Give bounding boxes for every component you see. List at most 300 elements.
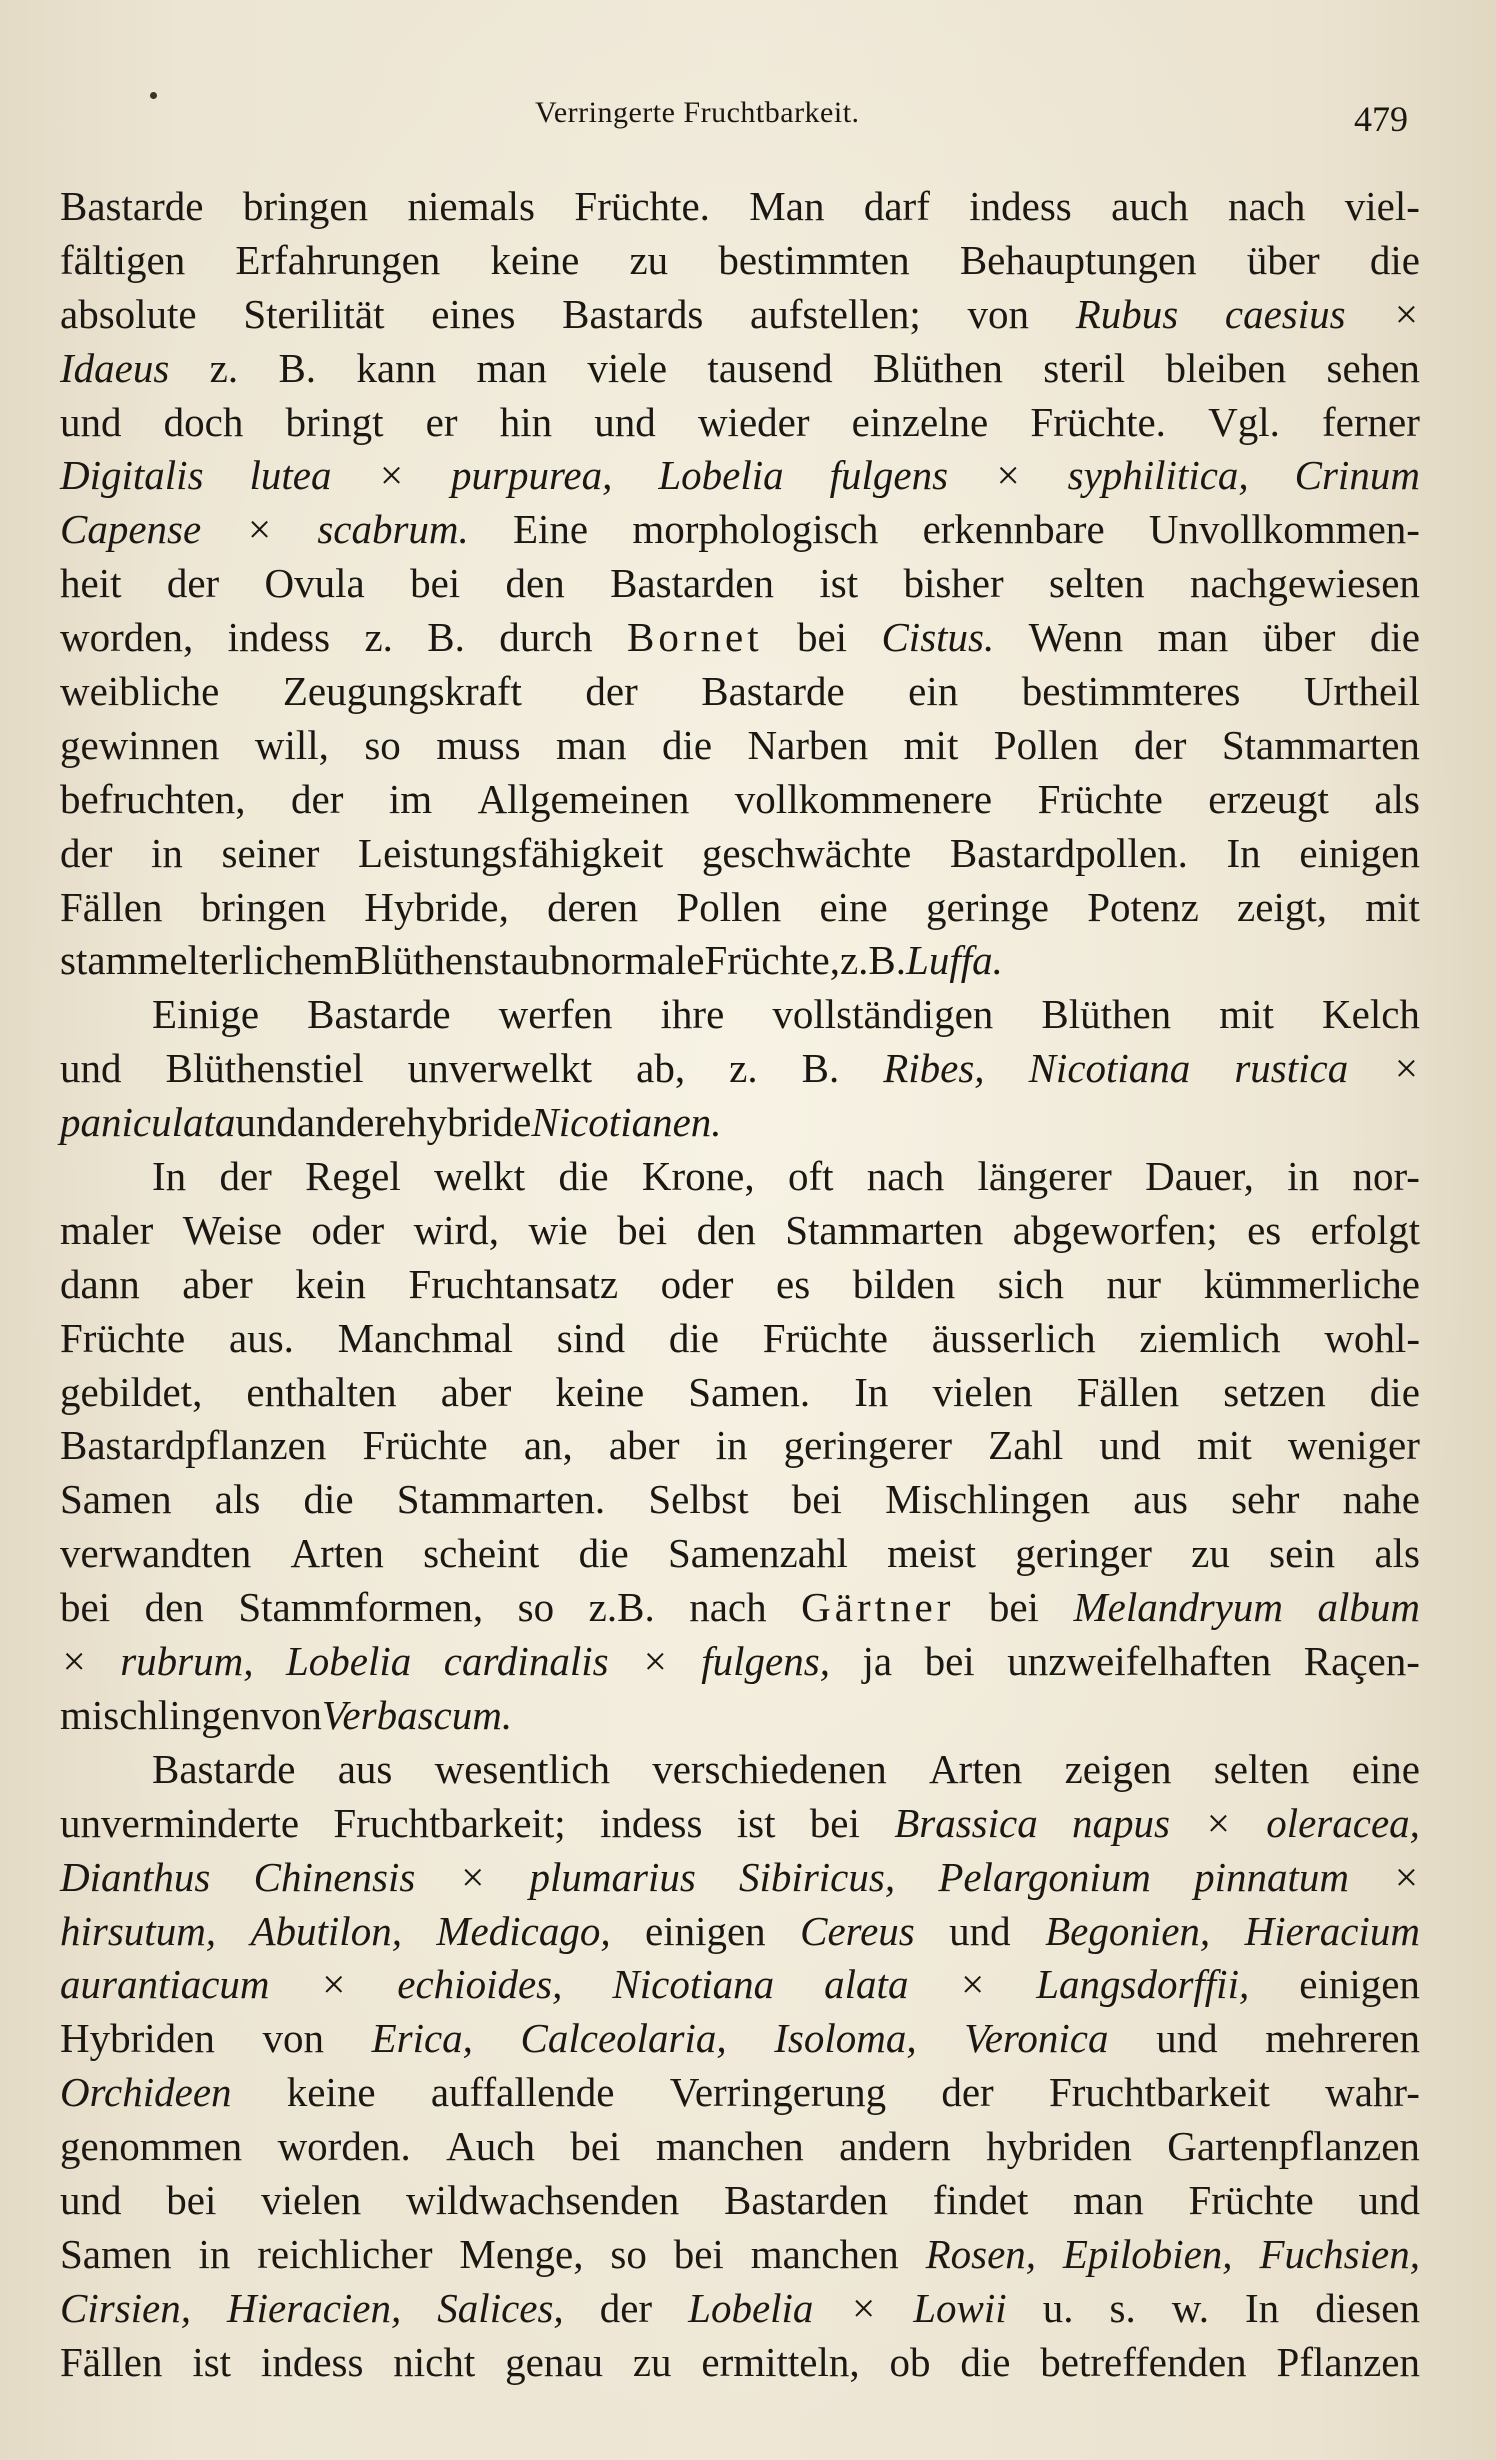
text-line [60,827,1420,881]
word: Pollen [993,721,1099,768]
text-line [60,1743,1420,1797]
text-line [60,1797,1420,1851]
word: vollständigen [772,991,994,1038]
word: Man [749,183,825,229]
word: Mischlingen [885,1476,1091,1523]
word: vielen [932,1368,1033,1415]
word: deren [547,883,639,930]
word: Früchte [60,1314,186,1361]
word: Bastards [562,290,704,337]
word: mit [903,721,959,768]
word: die [1369,236,1420,283]
word: nachgewiesen [1189,560,1420,607]
word: Pflanzen [1276,2338,1420,2385]
word: bei [166,2176,217,2223]
word: Gärtner [801,1584,955,1631]
text-line [60,1419,1420,1473]
word: bringen [242,183,369,229]
word: hirsutum, [60,1907,217,1954]
word: Arten [928,1745,1023,1792]
word: z. [729,1045,758,1092]
word: Abutilon, [250,1907,402,1954]
word: bestimmteres [1021,668,1241,715]
word: Hybride, [364,883,509,930]
word: muss [436,721,521,768]
word: Begonien, [1045,1907,1211,1954]
word: der [599,2284,653,2331]
word: stammelterlichem [60,937,354,984]
text-line [60,2120,1420,2174]
word: album [1317,1584,1420,1631]
word: × [641,1638,669,1685]
word: Allgemeinen [477,775,690,822]
word: Erica, [371,2015,473,2062]
word: die [960,2338,1011,2385]
word: purpurea, [451,452,613,499]
word: Behauptungen [959,236,1197,283]
word: und [60,398,122,445]
word: in [715,1422,748,1469]
word: indess [227,614,331,661]
word: Idaeus [60,344,170,391]
word: Lobelia [688,2284,814,2331]
word: × [1204,1799,1232,1846]
word: s. [1109,2284,1136,2331]
word: bringt [285,398,384,445]
running-title: Verringerte Fruchtbarkeit. [535,96,860,129]
word: zu [632,2338,672,2385]
word: tausend [707,344,833,391]
word: weibliche [60,668,220,715]
word: in [1287,1153,1320,1200]
word: es [1247,1206,1282,1253]
word: Hybriden [60,2015,215,2062]
text-line [60,2174,1420,2228]
word: bei [60,1584,111,1631]
word: viele [587,344,668,391]
word: Lowii [913,2284,1007,2331]
word: Früchte. [574,183,710,229]
word: wesentlich [434,1745,610,1792]
word: Samenzahl [667,1530,848,1577]
text-line [60,396,1420,450]
word: man [1073,2176,1144,2223]
word: sehen [1326,344,1420,391]
word: und [1099,1422,1161,1469]
word: auch [1111,183,1189,229]
running-head [0,96,1496,156]
word: eine [819,883,888,930]
text-line [60,2228,1420,2282]
word: pinnatum [1194,1853,1350,1900]
word: Früchte [1037,775,1163,822]
word: absolute [60,290,197,337]
word: den [144,1584,204,1631]
word: Epilobien, [1062,2230,1233,2277]
word: Calceolaria, [520,2015,727,2062]
word: indess [260,2338,364,2385]
word: Capense [60,506,202,553]
word: längerer [977,1153,1112,1200]
word: seiner [221,829,320,876]
word: aber [608,1422,680,1469]
word: Stammarten [785,1206,984,1253]
word: plumarius [529,1853,696,1900]
word: zu [1191,1530,1230,1577]
word: gebildet, [60,1368,203,1415]
text-line [60,1150,1420,1204]
word: Fuchsien, [1259,2230,1420,2277]
word: einigen [1299,1961,1420,2008]
word: und [1358,2176,1420,2223]
word: lutea [249,452,332,499]
word: so [517,1584,555,1631]
word: syphilitica, [1067,452,1249,499]
word: Langsdorffii, [1036,1961,1250,2008]
text-line [60,234,1420,288]
text-line [60,1851,1420,1905]
word: viel- [1344,183,1420,229]
word: will, [254,721,329,768]
text-line [60,557,1420,611]
paper-speck [150,92,157,99]
word: Wenn [1028,614,1124,661]
word: oleracea, [1266,1799,1420,1846]
word: man [476,344,548,391]
text-line [60,1096,1420,1150]
word: darf [863,183,930,229]
word: Isoloma, [774,2015,917,2062]
word: von [967,290,1030,337]
word: fulgens, [701,1638,830,1685]
word: scabrum. [317,506,469,553]
word: ab, [636,1045,686,1092]
word: unverminderte [60,1799,300,1846]
word: werfen [498,991,613,1038]
word: Vgl. [1208,398,1280,445]
word: nur [1106,1260,1162,1307]
word: Stammformen, [238,1584,484,1631]
word: Pelargonium [938,1853,1151,1900]
word: Stammarten [1221,721,1420,768]
word: geringe [926,883,1049,930]
word: mit [1365,883,1420,930]
word: scheint [423,1530,540,1577]
text-line [60,934,1420,988]
word: bei [796,614,848,661]
word: aus [337,1745,393,1792]
word: Medicago, [436,1907,611,1954]
word: Früchte. [1030,398,1166,445]
word: Fruchtbarkeit; [333,1799,566,1846]
word: B. [801,1045,840,1092]
word: in [150,829,183,876]
word: nach [689,1584,767,1631]
word: weniger [1287,1422,1420,1469]
word: B. [427,614,465,661]
text-line [60,773,1420,827]
word: Digitalis [60,452,204,499]
word: aus. [229,1314,294,1361]
word: er [425,398,458,445]
word: In [1245,2284,1280,2331]
word: und [235,1099,297,1146]
word: von [262,2015,324,2062]
word: Cirsien, [60,2284,191,2331]
word: z. [364,614,393,661]
word: bei [809,1799,860,1846]
word: z. [839,937,869,984]
word: Cistus. [881,614,995,661]
word: Dauer, [1145,1153,1254,1200]
word: über [1262,614,1336,661]
word: bei [410,560,461,607]
word: Orchideen [60,2069,232,2116]
word: aber [182,1260,253,1307]
word: Bastarde [701,668,845,715]
text-line [60,2066,1420,2120]
word: Einige [152,991,260,1038]
word: Bastardpollen. [949,829,1188,876]
word: aber [440,1368,512,1415]
text-line [60,1042,1420,1096]
word: wohl- [1324,1314,1420,1361]
word: geschwächte [701,829,912,876]
word: Eine [513,506,589,553]
word: unverwelkt [407,1045,593,1092]
word: Früchte [362,1422,488,1469]
word: selten [1213,1745,1310,1792]
word: worden. [277,2123,411,2170]
word: Leistungsfähigkeit [358,829,664,876]
word: manchen [750,2230,899,2277]
word: den [505,560,565,607]
word: manchen [655,2123,804,2170]
word: B. [868,937,907,984]
word: Unvollkommen- [1148,506,1420,553]
word: eine [1351,1745,1420,1792]
word: Lobelia [285,1638,412,1685]
word: und [949,1907,1011,1954]
text-line [60,288,1420,342]
word: Narben [747,721,869,768]
word: Menge, [459,2230,584,2277]
word: Selbst [648,1476,749,1523]
word: erkennbare [922,506,1105,553]
word: hybriden [986,2123,1132,2170]
word: Hieracium [1244,1907,1420,1954]
word: und [60,1045,122,1092]
word: Manchmal [337,1314,513,1361]
word: indess [599,1799,703,1846]
word: In [854,1368,889,1415]
word: bestimmten [718,236,910,283]
word: Verbascum. [321,1691,513,1738]
word: Rosen, [925,2230,1037,2277]
word: den [696,1206,756,1253]
body-text [60,180,1420,2390]
word: kümmerliche [1203,1260,1420,1307]
word: mehreren [1265,2015,1420,2062]
word: niemals [407,183,536,229]
word: ist [819,560,859,607]
word: Bastardpflanzen [60,1422,327,1469]
word: echioides, [397,1961,563,2008]
text-line [60,1635,1420,1689]
word: vollkommenere [734,775,993,822]
word: alata [824,1961,909,2008]
word: sich [997,1260,1064,1307]
text-line [60,1204,1420,1258]
word: im [388,775,433,822]
word: verschiedenen [652,1745,887,1792]
word: Urtheil [1303,668,1420,715]
word: Nicotianen. [531,1099,722,1146]
word: Brassica [894,1799,1038,1846]
word: Auch [446,2123,535,2170]
word: ist [736,1799,776,1846]
word: die [558,1153,609,1200]
word: die [578,1530,629,1577]
text-line [60,180,1420,234]
word: Bastarde [307,991,451,1038]
word: Arten [290,1530,384,1577]
word: ferner [1322,398,1420,445]
word: wie [528,1206,588,1253]
word: zeigt, [1237,883,1327,930]
word: keine [286,2069,376,2116]
text-line [60,1581,1420,1635]
word: sind [556,1314,626,1361]
word: × [458,1853,487,1900]
word: oder [311,1206,385,1253]
word: Crinum [1294,452,1420,499]
word: z.B. [588,1584,655,1631]
text-line [60,1689,1420,1743]
word: Bastarde [60,183,204,229]
word: × [1392,1853,1420,1900]
word: es [776,1260,811,1307]
word: über [1246,236,1320,283]
word: sein [1269,1530,1336,1577]
word: bringen [200,883,326,930]
word: Samen [60,2230,172,2277]
word: andern [839,2123,951,2170]
word: durch [499,614,593,661]
text-line [60,665,1420,719]
word: Zahl [988,1422,1064,1469]
word: unzweifelhaften [1007,1638,1272,1685]
word: Potenz [1087,883,1199,930]
word: Pollen [676,883,782,930]
word: der [219,1153,272,1200]
word: aufstellen; [750,290,921,337]
word: einigen [645,1907,766,1954]
word: bei [924,1638,975,1685]
word: ob [889,2338,931,2385]
text-line [60,1905,1420,1959]
word: Luffa. [906,937,1003,984]
word: oder [660,1260,734,1307]
word: die [303,1476,354,1523]
word: wildwachsenden [406,2176,680,2223]
word: keine [555,1368,645,1415]
word: cardinalis [443,1638,609,1685]
word: nahe [1342,1476,1420,1523]
word: mit [1197,1422,1252,1469]
word: Verringerung [669,2069,887,2116]
word: einzelne [851,398,989,445]
word: In [1226,829,1261,876]
word: nach [1227,183,1306,229]
word: bei [791,1476,842,1523]
word: rustica [1234,1045,1349,1092]
text-line [60,719,1420,773]
word: fältigen [60,236,186,283]
word: Blüthenstaub [353,937,571,984]
word: ermitteln, [701,2338,860,2385]
word: fulgens [829,452,949,499]
word: Bornet [627,614,763,661]
word: reichlicher [257,2230,433,2277]
word: Früchte, [704,937,840,984]
word: maler [60,1206,154,1253]
text-line [60,342,1420,396]
word: nicht [393,2338,476,2385]
word: wird, [413,1206,500,1253]
text-line [60,881,1420,935]
word: keine [490,236,580,283]
word: × [849,2284,878,2331]
word: ein [908,668,959,715]
text-line [60,988,1420,1042]
word: × [245,506,274,553]
word: bei [617,1206,668,1253]
word: u. [1042,2284,1074,2331]
word: paniculata [60,1099,236,1146]
word: betreffenden [1040,2338,1247,2385]
word: Erfahrungen [235,236,441,283]
word: der [166,560,220,607]
word: bei [988,1584,1039,1631]
word: die [662,721,713,768]
word: Blüthenstiel [165,1045,364,1092]
word: aurantiacum [60,1961,270,2008]
word: In [152,1153,187,1200]
word: Blüthen [1041,991,1172,1038]
word: in [198,2230,231,2277]
word: so [610,2230,647,2277]
page-number: 479 [1354,99,1408,139]
text-line [60,449,1420,503]
word: so [364,721,401,768]
word: Raçen- [1303,1638,1420,1685]
word: zu [629,236,669,283]
word: Früchte [762,1314,888,1361]
word: Ovula [264,560,365,607]
word: Blüthen [873,344,1003,391]
word: wahr- [1325,2069,1420,2116]
word: Chinensis [253,1853,416,1900]
word: abgeworfen; [1012,1206,1218,1253]
word: dann [60,1260,140,1307]
word: Hieracien, [227,2284,402,2331]
text-line [60,1258,1420,1312]
word: Fruchtbarkeit [1048,2069,1270,2116]
word: mischlingen [60,1691,261,1738]
word: setzen [1223,1368,1326,1415]
text-line [60,611,1420,665]
